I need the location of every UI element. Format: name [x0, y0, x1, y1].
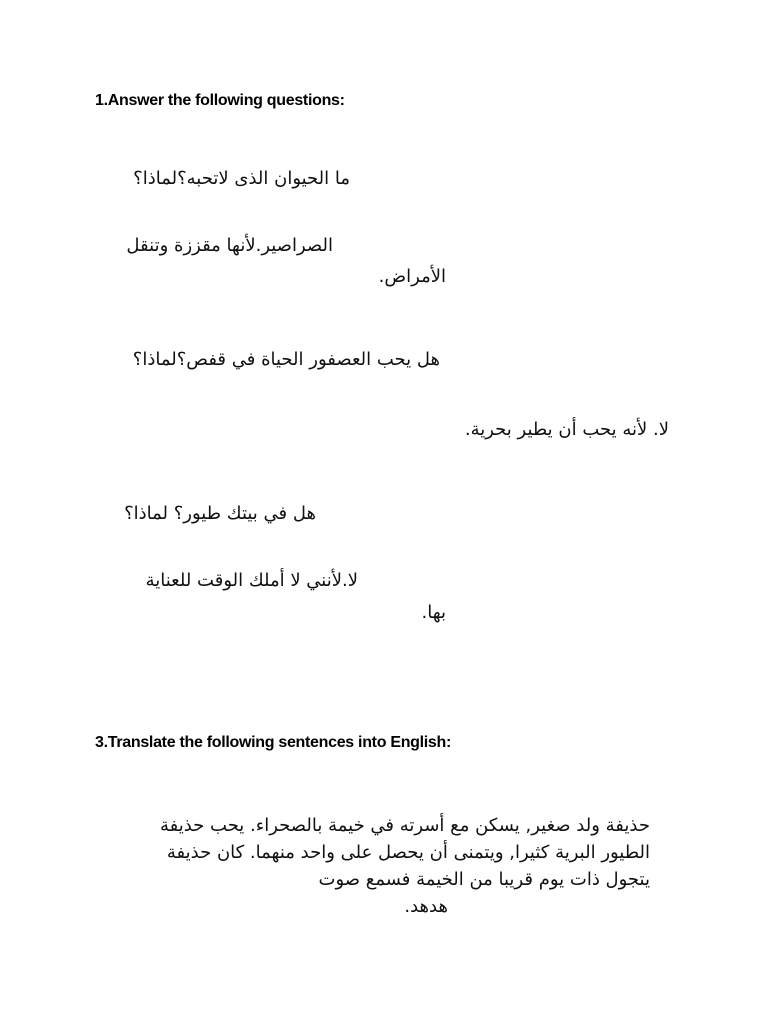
- answer-3-line-2: بها.: [421, 602, 446, 623]
- answer-3-line-1: لا.لأنني لا أملك الوقت للعناية: [145, 570, 358, 591]
- paragraph-line-3: يتجول ذات يوم قريبا من الخيمة فسمع صوت: [318, 869, 650, 890]
- translation-paragraph: [90, 812, 650, 920]
- section-1-heading: 1.Answer the following questions:: [95, 92, 345, 109]
- paragraph-line-4: هدهد.: [404, 896, 448, 917]
- answer-1-line-1: الصراصير.لأنها مقززة وتنقل: [126, 235, 333, 256]
- paragraph-line-2: الطيور البرية كثيرا, ويتمنى أن يحصل على واحد منهما. كان حذيفة: [166, 842, 650, 863]
- question-1: ما الحيوان الذى لاتحبه؟لماذا؟: [133, 168, 350, 189]
- question-3: هل في بيتك طيور؟ لماذا؟: [124, 503, 316, 524]
- question-2: هل يحب العصفور الحياة في قفص؟لماذا؟: [132, 349, 440, 370]
- answer-1-line-2: الأمراض.: [378, 266, 446, 287]
- section-3-heading: 3.Translate the following sentences into English:: [95, 734, 452, 751]
- paragraph-line-1: حذيفة ولد صغير, يسكن مع أسرته في خيمة بالصحراء. يحب حذيفة: [159, 815, 650, 836]
- answer-2-line-1: لا. لأنه يحب أن يطير بحرية.: [464, 419, 669, 440]
